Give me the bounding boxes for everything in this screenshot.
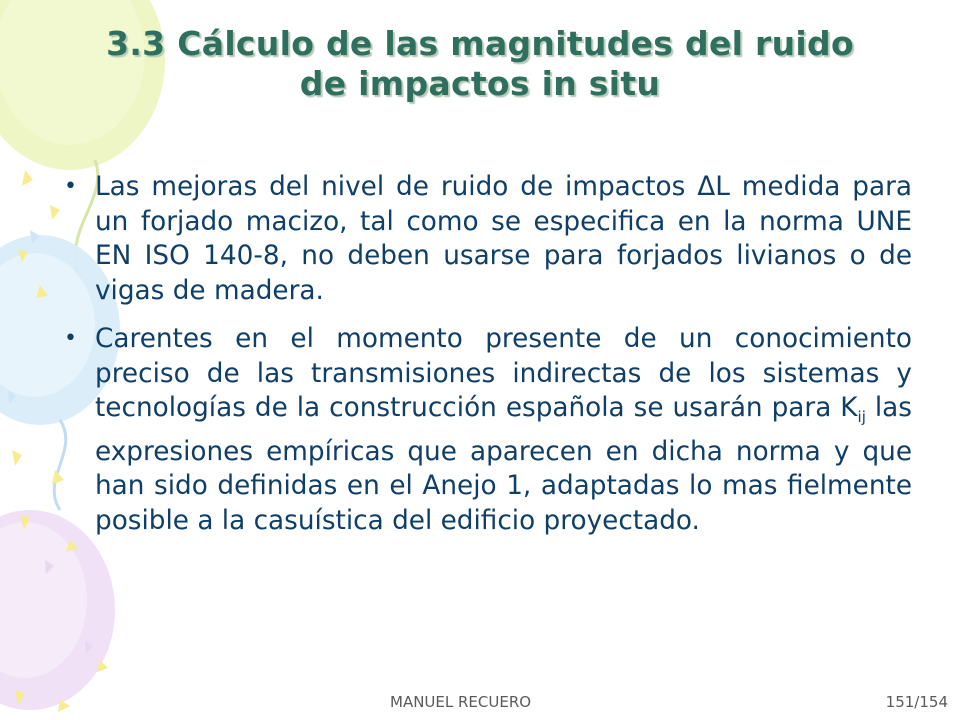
bullet-text: Las mejoras del nivel de ruido de impactos ΔL medida para un forjado macizo, tal como se especifica en la norma UNE EN ISO 140-8, no deben usarse para forjados livianos o de vigas de madera.: [95, 172, 912, 306]
slide-title-line1: 3.3 Cálculo de las magnitudes del ruido: [106, 24, 854, 63]
bullet-marker: •: [64, 326, 77, 351]
slide-title: [30, 24, 930, 104]
bullet-marker: •: [64, 174, 77, 199]
bullet-list: [60, 170, 912, 552]
bullet-item: [60, 322, 912, 538]
bullet-text-after: las expresiones empíricas que aparecen en dicha norma y que han sido definidas en el Anejo 1, adaptadas lo mas fielmente posible a la casuística del edificio proyectado.: [95, 393, 912, 536]
bullet-text-before: Carentes en el momento presente de un conocimiento preciso de las transmisiones indirectas de los sistemas y tecnologías de la construcción española se usarán para K: [95, 324, 912, 423]
page-number: 151/154: [885, 693, 948, 711]
footer-author: MANUEL RECUERO: [390, 693, 532, 711]
slide-title-line2: de impactos in situ: [299, 64, 661, 103]
kij-subscript: ij: [857, 408, 866, 426]
bullet-item: [60, 170, 912, 308]
